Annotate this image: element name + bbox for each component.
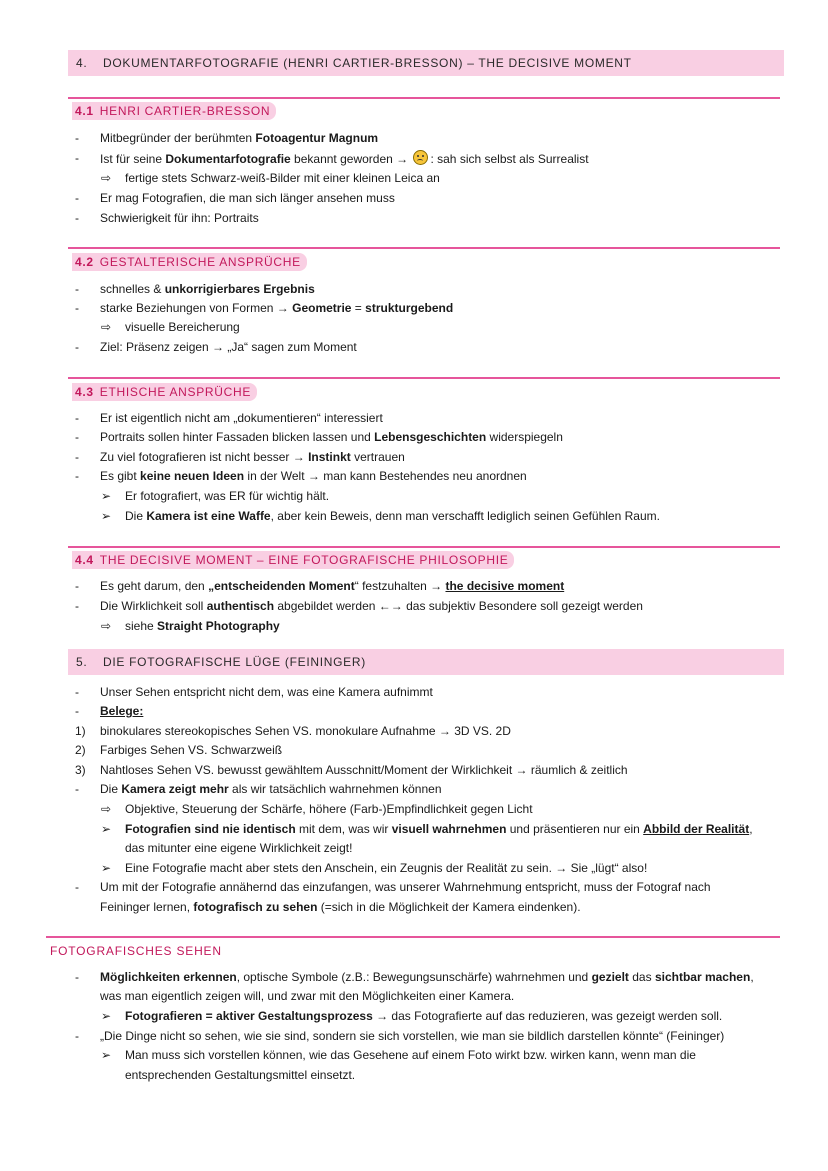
list-item: fertige stets Schwarz-weiß-Bilder mit einer kleinen Leica an [125, 171, 440, 185]
list-item-continuation: das mitunter eine eigene Wirklichkeit zeigt! [125, 841, 353, 855]
list-item [100, 281, 315, 297]
section-heading-4-1 [72, 103, 276, 119]
section-rule [46, 936, 780, 938]
section-heading-4-4 [72, 552, 514, 568]
text-run: Zu viel fotografieren ist nicht besser → [100, 450, 309, 464]
number-marker: 1) [75, 724, 86, 738]
text-run: → das Fotografierte auf das reduzieren, was gezeigt werden soll. [372, 1009, 723, 1023]
text-run: “ festzuhalten → [354, 579, 446, 593]
text-run: abgebildet werden ←→ das subjektiv Besondere soll gezeigt werden [274, 599, 643, 613]
text-run-bold: fotografisch zu sehen [193, 900, 318, 914]
triangle-bullet: ➢ [101, 509, 112, 523]
text-run: starke Beziehungen von Formen → [100, 301, 293, 315]
bullet-dash: - [75, 131, 79, 145]
section-heading-fotografisches-sehen: FOTOGRAFISCHES SEHEN [50, 944, 222, 958]
bullet-dash: - [75, 469, 79, 483]
list-item [100, 578, 564, 594]
section-number: 4.2 [75, 255, 94, 269]
text-run: , [749, 822, 753, 836]
text-run-bold: Kamera ist eine Waffe [146, 509, 271, 523]
list-item [100, 703, 143, 719]
section-heading-4-3 [72, 384, 257, 400]
list-item: Objektive, Steuerung der Schärfe, höhere (Farb-)Empfindlichkeit gegen Licht [125, 802, 533, 816]
text-run: Es geht darum, den [100, 579, 209, 593]
list-item [100, 449, 405, 465]
text-run-bold-underline: the decisive moment [445, 579, 565, 593]
list-item: visuelle Bereicherung [125, 320, 240, 334]
bullet-dash: - [75, 151, 79, 165]
text-run: als wir tatsächlich wahrnehmen können [228, 782, 442, 796]
list-item: Er fotografiert, was ER für wichtig hält. [125, 489, 330, 503]
list-item: Man muss sich vorstellen können, wie das Gesehene auf einem Foto wirkt bzw. wirken kann, wenn man die [125, 1048, 696, 1062]
text-run: mit dem, was wir [295, 822, 392, 836]
text-run-bold: Straight Photography [157, 619, 280, 633]
text-run: das [628, 970, 655, 984]
text-run-bold: Möglichkeiten erkennen [100, 970, 237, 984]
list-item-continuation: entsprechenden Gestaltungsmittel einsetzt. [125, 1068, 356, 1082]
bullet-dash: - [75, 340, 79, 354]
bullet-dash: - [75, 1029, 79, 1043]
bullet-dash: - [75, 450, 79, 464]
triangle-bullet: ➢ [101, 861, 112, 875]
list-item-continuation [100, 899, 581, 915]
list-item [100, 598, 643, 614]
section-number: 4.1 [75, 104, 94, 118]
text-run-bold: Dokumentarfotografie [165, 152, 291, 166]
section-rule [68, 546, 780, 548]
list-item [125, 1008, 722, 1024]
text-run: Die [100, 782, 122, 796]
text-run: , optische Symbole (z.B.: Bewegungsunschärfe) wahrnehmen und [236, 970, 592, 984]
arrow-marker: ⇨ [101, 802, 112, 816]
text-run-bold: „entscheidenden Moment [208, 579, 355, 593]
chapter-title: DOKUMENTARFOTOGRAFIE (HENRI CARTIER-BRESSON) – THE DECISIVE MOMENT [103, 56, 632, 70]
list-item [100, 969, 754, 985]
chapter-heading-4 [68, 50, 784, 76]
section-title: HENRI CARTIER-BRESSON [99, 104, 271, 118]
text-run-bold: Kamera zeigt mehr [121, 782, 229, 796]
text-run-bold: strukturgebend [365, 301, 454, 315]
list-item: binokulares stereokopisches Sehen VS. monokulare Aufnahme → 3D VS. 2D [100, 724, 511, 738]
list-item [125, 821, 753, 837]
bullet-dash: - [75, 970, 79, 984]
text-run: Die [125, 509, 147, 523]
list-item [100, 781, 442, 797]
section-rule [68, 247, 780, 249]
bullet-dash: - [75, 191, 79, 205]
text-run-bold: unkorrigierbares Ergebnis [164, 282, 315, 296]
text-run: : sah sich selbst als Surrealist [430, 152, 589, 166]
list-item: Farbiges Sehen VS. Schwarzweiß [100, 743, 283, 757]
bullet-dash: - [75, 430, 79, 444]
text-run-bold: visuell wahrnehmen [391, 822, 507, 836]
chapter-title: DIE FOTOGRAFISCHE LÜGE (FEININGER) [103, 655, 366, 669]
chapter-heading-5 [68, 649, 784, 675]
triangle-bullet: ➢ [101, 1048, 112, 1062]
text-run-bold: Lebensgeschichten [374, 430, 487, 444]
section-title: GESTALTERISCHE ANSPRÜCHE [99, 255, 301, 269]
list-item [125, 618, 280, 634]
text-run: (=sich in die Möglichkeit der Kamera eindenken). [317, 900, 581, 914]
text-run: in der Welt → man kann Bestehendes neu anordnen [244, 469, 527, 483]
text-run-bold: Fotografien sind nie identisch [125, 822, 296, 836]
text-run-bold: gezielt [591, 970, 629, 984]
number-marker: 2) [75, 743, 86, 757]
list-item [100, 429, 563, 445]
heading-highlight [72, 383, 257, 401]
arrow-marker: ⇨ [101, 619, 112, 633]
arrow-marker: ⇨ [101, 171, 112, 185]
triangle-bullet: ➢ [101, 489, 112, 503]
heading-highlight [72, 253, 307, 271]
list-item [100, 468, 527, 484]
section-rule [68, 97, 780, 99]
bullet-dash: - [75, 880, 79, 894]
triangle-bullet: ➢ [101, 1009, 112, 1023]
bullet-dash: - [75, 301, 79, 315]
text-run-bold: Fotografieren = aktiver Gestaltungsprozess [125, 1009, 373, 1023]
bullet-dash: - [75, 211, 79, 225]
text-run-bold: Geometrie [292, 301, 352, 315]
list-item [100, 150, 589, 167]
chapter-number: 4. [76, 56, 88, 70]
list-item: Um mit der Fotografie annähernd das einzufangen, was unserer Wahrnehmung entspricht, muss der Fotograf nach [100, 880, 711, 894]
text-run: bekannt geworden → [290, 152, 412, 166]
text-run-bold: Instinkt [308, 450, 351, 464]
list-item: Eine Fotografie macht aber stets den Anschein, ein Zeugnis der Realität zu sein. → Sie „lügt“ also! [125, 861, 648, 875]
bullet-dash: - [75, 704, 79, 718]
text-run-bold-underline: Abbild der Realität [643, 822, 750, 836]
bullet-dash: - [75, 685, 79, 699]
text-run: = [351, 301, 366, 315]
list-item: „Die Dinge nicht so sehen, wie sie sind, sondern sie sich vorstellen, wie man sie bildlich darstellen könnte“ (Feininger) [100, 1029, 725, 1043]
text-run: , aber kein Beweis, denn man verschafft lediglich seinen Gefühlen Raum. [270, 509, 660, 523]
list-item: Nahtloses Sehen VS. bewusst gewähltem Ausschnitt/Moment der Wirklichkeit → räumlich & zeitlich [100, 763, 628, 777]
text-run: Feininger lernen, [100, 900, 194, 914]
text-run: Portraits sollen hinter Fassaden blicken lassen und [100, 430, 375, 444]
list-item: Er mag Fotografien, die man sich länger ansehen muss [100, 191, 395, 205]
list-item: Unser Sehen entspricht nicht dem, was eine Kamera aufnimmt [100, 685, 433, 699]
chapter-number: 5. [76, 655, 88, 669]
triangle-bullet: ➢ [101, 822, 112, 836]
section-rule [68, 377, 780, 379]
heading-highlight [72, 551, 514, 569]
text-run: Ist für seine [100, 152, 166, 166]
sad-face-icon [413, 150, 428, 165]
bullet-dash: - [75, 579, 79, 593]
section-title: ETHISCHE ANSPRÜCHE [99, 385, 252, 399]
number-marker: 3) [75, 763, 86, 777]
text-run-bold-underline: Belege: [100, 704, 144, 718]
arrow-marker: ⇨ [101, 320, 112, 334]
section-number: 4.4 [75, 553, 94, 567]
list-item: Schwierigkeit für ihn: Portraits [100, 211, 259, 225]
section-title: THE DECISIVE MOMENT – EINE FOTOGRAFISCHE PHILOSOPHIE [99, 553, 509, 567]
list-item [100, 300, 453, 316]
text-run: siehe [125, 619, 158, 633]
list-item: Er ist eigentlich nicht am „dokumentieren“ interessiert [100, 411, 383, 425]
text-run-bold: Fotoagentur Magnum [255, 131, 379, 145]
bullet-dash: - [75, 411, 79, 425]
heading-highlight [72, 102, 276, 120]
text-run: vertrauen [350, 450, 405, 464]
bullet-dash: - [75, 782, 79, 796]
section-number: 4.3 [75, 385, 94, 399]
list-item [100, 130, 378, 146]
text-run: und präsentieren nur ein [506, 822, 644, 836]
text-run: widerspiegeln [486, 430, 563, 444]
text-run-bold: authentisch [206, 599, 275, 613]
text-run-bold: keine neuen Ideen [140, 469, 245, 483]
list-item-continuation: was man eigentlich zeigen will, und zwar mit den Möglichkeiten einer Kamera. [100, 989, 515, 1003]
text-run: , [750, 970, 754, 984]
text-run: Es gibt [100, 469, 141, 483]
text-run: Mitbegründer der berühmten [100, 131, 256, 145]
bullet-dash: - [75, 282, 79, 296]
text-run: Die Wirklichkeit soll [100, 599, 207, 613]
section-heading-4-2 [72, 254, 307, 270]
list-item [125, 508, 660, 524]
text-run: schnelles & [100, 282, 165, 296]
bullet-dash: - [75, 599, 79, 613]
list-item: Ziel: Präsenz zeigen → „Ja“ sagen zum Moment [100, 340, 357, 354]
text-run-bold: sichtbar machen [654, 970, 751, 984]
